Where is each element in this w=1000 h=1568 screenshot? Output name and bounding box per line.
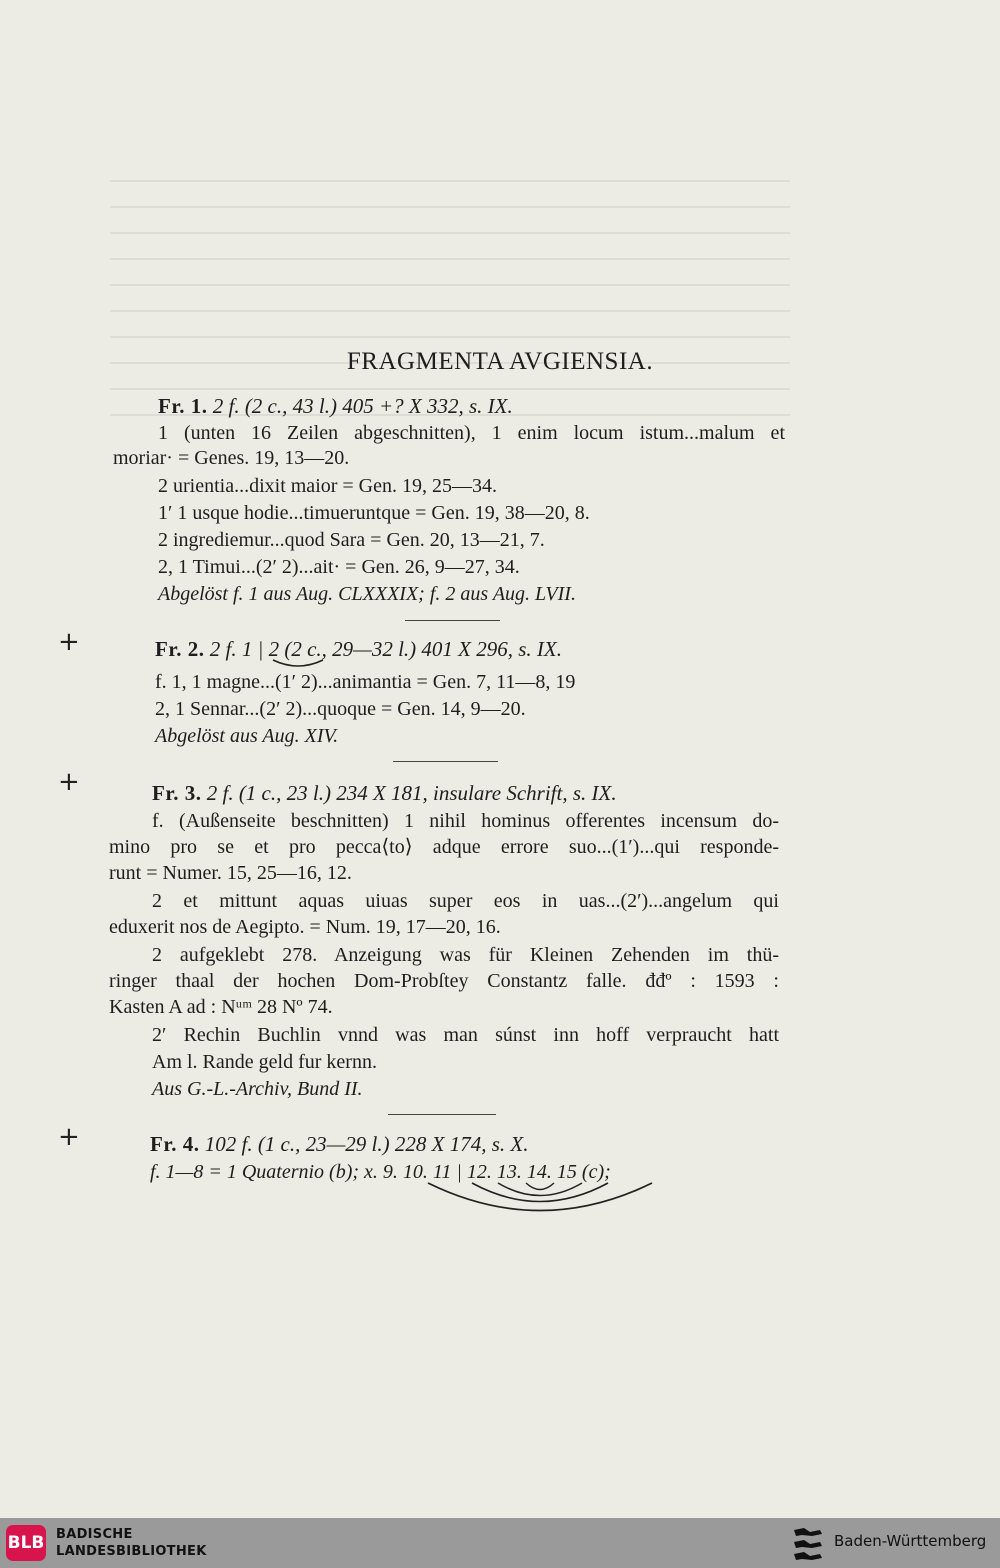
fr2-head: 2 f. 1 | 2 (2 c., 29—32 l.) 401 X 296, s. IX.: [209, 637, 562, 661]
fr3-line-5: eduxerit nos de Aegipto. = Num. 19, 17—20, 16.: [109, 916, 501, 938]
fr2-line-3: Abgelöst aus Aug. XIV.: [155, 725, 339, 747]
margin-plus-mark: +: [58, 1122, 80, 1152]
state-name: Baden-Württemberg: [834, 1532, 987, 1550]
fr3-heading: [152, 780, 617, 806]
library-name-line-1: BADISCHE: [56, 1527, 133, 1542]
fr1-line-6: 2, 1 Timui...(2′ 2)...ait· = Gen. 26, 9—27, 34.: [158, 556, 520, 578]
fr3-line-6: 2 aufgeklebt 278. Anzeigung was für Kleinen Zehenden im thü-: [152, 944, 779, 966]
fr3-line-11: Aus G.-L.-Archiv, Bund II.: [152, 1078, 363, 1100]
fr2-line-1: f. 1, 1 magne...(1′ 2)...animantia = Gen. 7, 11—8, 19: [155, 671, 576, 693]
fr1-label: Fr. 1.: [158, 394, 208, 418]
fr3-line-1: f. (Außenseite beschnitten) 1 nihil hominus offerentes incensum do-: [152, 810, 779, 832]
section-divider: [393, 761, 498, 762]
fr1-line-3: 2 urientia...dixit maior = Gen. 19, 25—34.: [158, 475, 498, 497]
fr3-line-9: 2′ Rechin Buchlin vnnd was man súnst inn hoff verpraucht hatt: [152, 1024, 779, 1046]
fr1-line-5: 2 ingrediemur...quod Sara = Gen. 20, 13—21, 7.: [158, 529, 545, 551]
fr4-line-1: f. 1—8 = 1 Quaternio (b); x. 9. 10. 11 | 12. 13. 14. 15 (c);: [150, 1161, 611, 1183]
fr3-line-4: 2 et mittunt aquas uiuas super eos in uas...(2′)...angelum qui: [152, 890, 779, 912]
fr4-heading: [150, 1131, 528, 1157]
fr1-line-7: Abgelöst f. 1 aus Aug. CLXXXIX; f. 2 aus Aug. LVII.: [158, 583, 576, 605]
fr3-line-10: Am l. Rande geld fur kernn.: [152, 1051, 377, 1073]
section-divider: [388, 1114, 496, 1115]
fr4-head: 102 f. (1 c., 23—29 l.) 228 X 174, s. X.: [204, 1132, 529, 1156]
footer-bar: [0, 1518, 1000, 1568]
fr1-line-4: 1′ 1 usque hodie...timueruntque = Gen. 19, 38—20, 8.: [158, 502, 590, 524]
margin-plus-mark: +: [58, 627, 80, 657]
fr3-line-7: ringer thaal der hochen Dom-Probſtey Constantz falle. đđº : 1593 :: [109, 970, 779, 992]
quire-structure-arcs: [420, 1178, 670, 1220]
section-divider: [405, 620, 500, 621]
fr3-line-3: runt = Numer. 15, 25—16, 12.: [109, 862, 352, 884]
fr3-line-2: mino pro se et pro pecca⟨to⟩ adque errore suo...(1′)...qui responde-: [109, 836, 779, 858]
fr1-head: 2 f. (2 c., 43 l.) 405 +? X 332, s. IX.: [212, 394, 513, 418]
fr1-heading: [158, 393, 513, 419]
fr3-line-8: Kasten A ad : Nᵘᵐ 28 Nº 74.: [109, 996, 333, 1018]
fr2-heading: [155, 636, 562, 662]
lions-emblem-icon: [790, 1524, 826, 1562]
margin-plus-mark: +: [58, 767, 80, 797]
library-name-line-2: LANDESBIBLIOTHEK: [56, 1544, 207, 1559]
fr1-line-2: moriar· = Genes. 19, 13—20.: [113, 447, 350, 469]
library-name: [56, 1526, 207, 1560]
fr3-head: 2 f. (1 c., 23 l.) 234 X 181, insulare Schrift, s. IX.: [206, 781, 617, 805]
fr4-label: Fr. 4.: [150, 1132, 200, 1156]
page-title: FRAGMENTA AVGIENSIA.: [346, 348, 654, 375]
blb-logo: BLB: [6, 1525, 46, 1561]
fr3-label: Fr. 3.: [152, 781, 202, 805]
fr1-line-1: 1 (unten 16 Zeilen abgeschnitten), 1 enim locum istum...malum et: [158, 422, 785, 444]
fr2-line-2: 2, 1 Sennar...(2′ 2)...quoque = Gen. 14, 9—20.: [155, 698, 526, 720]
fr2-label: Fr. 2.: [155, 637, 205, 661]
